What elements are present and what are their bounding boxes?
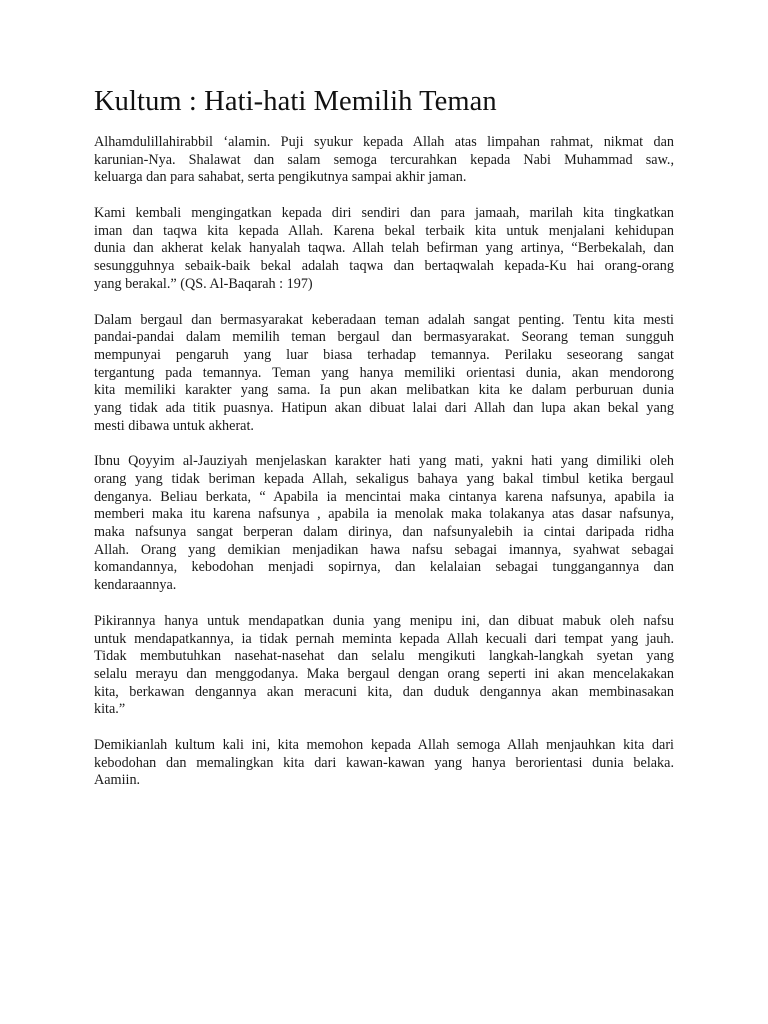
text-line: kita memiliki karakter yang sama. Ia pun akan melibatkan kita ke dalam perburuan dunia: [94, 382, 674, 399]
text-line: denganya. Beliau berkata, “ Apabila ia mencintai maka cintanya karena nafsunya, apabila ia: [94, 488, 674, 505]
text-line: mempunyai pengaruh yang luar biasa terhadap temannya. Perilaku seseorang sangat: [94, 346, 674, 363]
text-line: Aamiin.: [94, 772, 141, 789]
text-line: keluarga dan para sahabat, serta pengikutnya sampai akhir jaman.: [94, 169, 467, 186]
text-line: karunian-Nya. Shalawat dan salam semoga tercurahkan kepada Nabi Muhammad saw.,: [94, 151, 674, 168]
paragraph: [94, 613, 674, 719]
text-line: mesti dibawa untuk akherat.: [94, 417, 254, 434]
paragraph: [94, 312, 674, 436]
text-line: orang yang tidak beriman kepada Allah, sekaligus bahaya yang bakal timbul ketika bergaul: [94, 471, 674, 487]
text-line: tergantung pada temannya. Teman yang hanya memiliki orientasi dunia, akan mendorong: [94, 364, 674, 381]
document-body: [94, 134, 674, 808]
text-line: pandai-pandai dalam memilih teman bergaul dan bermasyarakat. Seorang teman sungguh: [94, 329, 674, 346]
text-line: yang berakal.” (QS. Al-Baqarah : 197): [94, 275, 313, 292]
text-line: Ibnu Qoyyim al-Jauziyah menjelaskan karakter hati yang mati, yakni hati yang dimiliki oleh: [94, 453, 674, 470]
text-line: Demikianlah kultum kali ini, kita memohon kepada Allah semoga Allah menjauhkan kita dari: [94, 736, 674, 753]
text-line: Allah. Orang yang demikian menjadikan hawa nafsu sebagai imannya, syahwat sebagai: [94, 541, 674, 558]
paragraph: [94, 453, 674, 595]
text-line: memberi maka itu karena nafsunya , apabila ia menolak maka tolakanya atas dasar nafsunya,: [94, 506, 674, 523]
text-line: dunia dan akherat kelak hanyalah taqwa. Allah telah befirman yang artinya, “Berbekalah, dan: [94, 240, 674, 257]
paragraph: [94, 205, 674, 293]
paragraph: [94, 134, 674, 187]
text-line: kita, berkawan dengannya akan meracuni kita, dan duduk dengannya akan membinasakan: [94, 683, 674, 700]
text-line: kebodohan dan memalingkan kita dari kawan-kawan yang hanya berorientasi dunia belaka.: [94, 754, 674, 771]
document-title: Kultum : Hati-hati Memilih Teman: [94, 86, 497, 117]
text-line: komandannya, kebodohan menjadi sopirnya, dan kelalaian sebagai tunggangannya dan: [94, 559, 674, 576]
text-line: kita.”: [94, 701, 126, 718]
text-line: Tidak membutuhkan nasehat-nasehat dan selalu mengikuti langkah-langkah syetan yang: [94, 648, 674, 665]
text-line: untuk mendapatkannya, ia tidak pernah meminta kepada Allah kecuali dari tempat yang jauh.: [94, 630, 674, 647]
text-line: Dalam bergaul dan bermasyarakat keberadaan teman adalah sangat penting. Tentu kita mesti: [94, 311, 674, 328]
text-line: selalu merayu dan menggodanya. Maka bergaul dengan orang seperti ini akan mencelakakan: [94, 665, 674, 682]
text-line: Kami kembali mengingatkan kepada diri sendiri dan para jamaah, marilah kita tingkatkan: [94, 205, 674, 222]
text-line: maka nafsunya sangat berperan dalam dirinya, dan nafsunyalebih ia cintai daripada ridha: [94, 524, 674, 541]
text-line: iman dan taqwa kita kepada Allah. Karena bekal terbaik kita untuk menjalani kehidupan: [94, 222, 674, 239]
text-line: kendaraannya.: [94, 577, 177, 594]
text-line: sesungguhnya sebaik-baik bekal adalah taqwa dan bertaqwalah kepada-Ku hai orang-orang: [94, 258, 674, 275]
text-line: Pikirannya hanya untuk mendapatkan dunia yang menipu ini, dan dibuat mabuk oleh nafsu: [94, 612, 674, 629]
text-line: yang tidak ada titik puasnya. Hatipun akan dibuat lalai dari Allah dan lupa akan bekal yang: [94, 399, 674, 416]
paragraph: [94, 737, 674, 790]
text-line: Alhamdulillahirabbil ‘alamin. Puji syukur kepada Allah atas limpahan rahmat, nikmat dan: [94, 134, 674, 150]
